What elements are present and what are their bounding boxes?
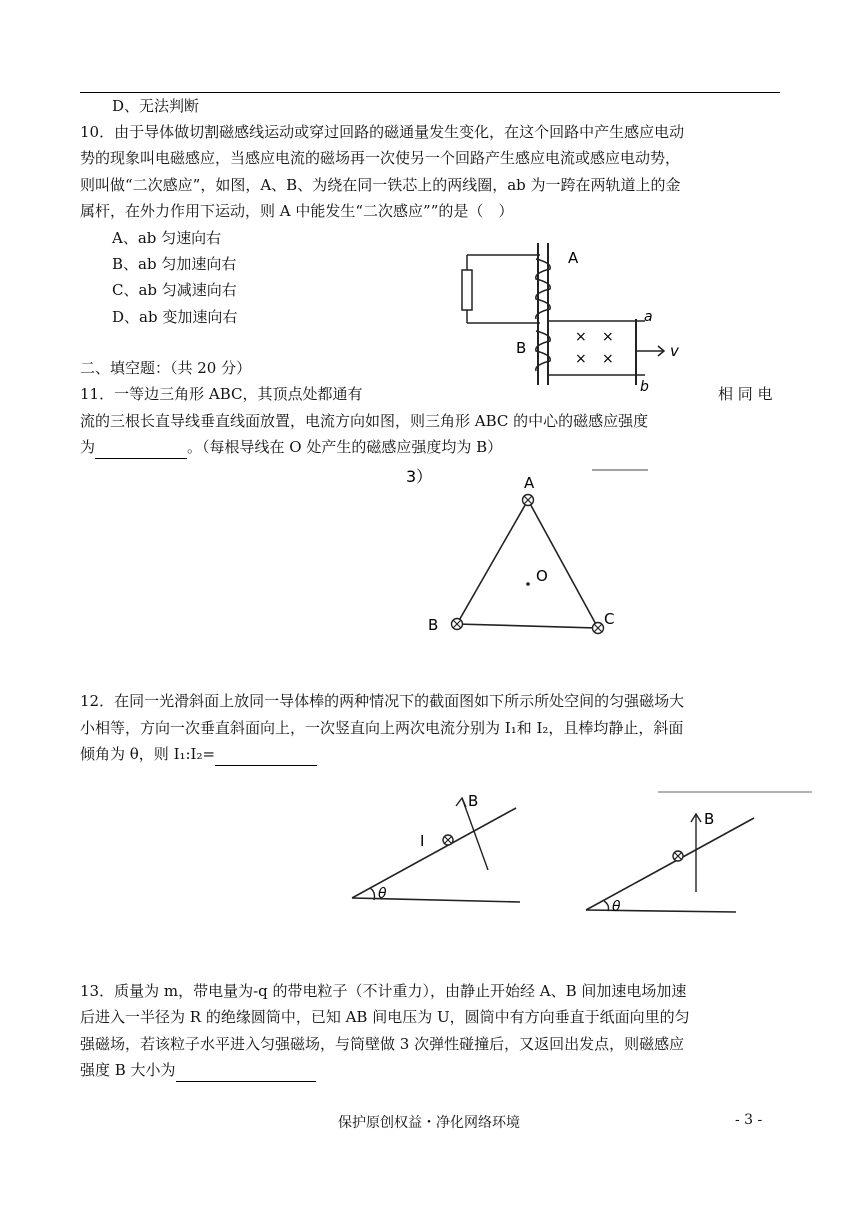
q12-line-3: [80, 743, 317, 766]
q10-label-rod-b: b: [640, 379, 649, 395]
q13-line-1: 13．质量为 m，带电量为-q 的带电粒子（不计重力），由静止开始经 A、B 间加速电场加速: [80, 982, 687, 1000]
q10-label-velocity: v: [670, 342, 679, 360]
q12-line-3-text: 倾角为 θ，则 I₁:I₂=: [80, 745, 216, 763]
q12-label-i: I: [420, 832, 425, 850]
q10-label-a-coil: A: [568, 249, 579, 267]
q10-line-1: 10．由于导体做切割磁感线运动或穿过回路的磁通量发生变化，在这个回路中产生感应电动: [80, 123, 685, 141]
q11-line-3-prefix: 为: [80, 438, 96, 456]
q13-line-4: [80, 1059, 316, 1082]
q13-line-3: 强磁场，若该粒子水平进入匀强磁场，与筒壁做 3 次弹性碰撞后，又返回出发点，则磁感应: [80, 1035, 685, 1053]
q11-line-1b: 相 同 电: [718, 385, 773, 403]
q10-line-2: 势的现象叫电磁感应，当感应电流的磁场再一次使另一个回路产生感应电流或感应电动势，: [80, 149, 681, 167]
q11-label-b: B: [428, 616, 439, 634]
q10-label-b-coil: B: [516, 339, 527, 357]
q11-line-2: 流的三根长直导线垂直线面放置，电流方向如图，则三角形 ABC 的中心的磁感应强度: [80, 412, 649, 430]
q12-label-theta-1: θ: [378, 886, 387, 902]
q11-answer-blank[interactable]: [95, 436, 187, 459]
rod-1-current-icon: [443, 835, 453, 845]
q11-label-a: A: [524, 474, 535, 492]
q12-line-1: 12．在同一光滑斜面上放同一导体棒的两种情况下的截面图如下所示所处空间的匀强磁场大: [80, 692, 685, 710]
q13-answer-blank[interactable]: [176, 1059, 316, 1082]
wire-b-current-icon: [452, 619, 463, 630]
rod-2-current-icon: [673, 851, 683, 861]
q10-cross-mark: ×: [602, 329, 614, 345]
q12-label-b-2: B: [704, 810, 715, 828]
q11-line-3: [80, 436, 502, 459]
section-heading-fill-in: 二、填空题：（共 20 分）: [80, 359, 252, 377]
q12-answer-blank[interactable]: [215, 743, 317, 766]
q10-cross-mark: ×: [602, 351, 614, 367]
wire-a-current-icon: [523, 495, 534, 506]
page-number: - 3 -: [735, 1112, 763, 1128]
q10-option-d: D、ab 变加速向右: [112, 308, 238, 326]
q10-option-c: C、ab 匀减速向右: [112, 281, 237, 299]
q9-option-d: D、无法判断: [112, 97, 200, 115]
q10-label-rod-a: a: [644, 309, 653, 325]
q12-label-b-1: B: [468, 792, 479, 810]
header-rule: [80, 92, 780, 93]
q13-line-4-text: 强度 B 大小为: [80, 1061, 176, 1079]
q13-line-2: 后进入一半径为 R 的绝缘圆筒中，已知 AB 间电压为 U，圆筒中有方向垂直于纸面向里的匀: [80, 1008, 690, 1026]
q10-cross-mark: ×: [575, 351, 587, 367]
q12-incline-figure: [340, 780, 820, 940]
q10-option-b: B、ab 匀加速向右: [112, 255, 237, 273]
q10-cross-mark: ×: [575, 329, 587, 345]
q11-corner-mark: 3）: [406, 467, 433, 486]
q11-label-c: C: [604, 610, 615, 628]
q11-line-1a: 11．一等边三角形 ABC，其顶点处都通有: [80, 385, 363, 403]
wire-c-current-icon: [593, 623, 604, 634]
q11-line-3-suffix: 。（每根导线在 O 处产生的磁感应强度均为 B）: [187, 438, 503, 456]
center-point: [526, 582, 530, 586]
footer-slogan: 保护原创权益・净化网络环境: [338, 1115, 520, 1131]
q12-label-theta-2: θ: [612, 899, 621, 915]
q10-line-4: 属杆，在外力作用下运动，则 A 中能发生“二次感应””的是（ ）: [80, 202, 514, 220]
q10-line-3: 则叫做“二次感应”，如图，A、B、为绕在同一铁芯上的两线圈，ab 为一跨在两轨道上的金: [80, 176, 681, 194]
q11-label-o: O: [536, 567, 548, 585]
q12-line-2: 小相等，方向一次垂直斜面向上，一次竖直向上两次电流分别为 I₁和 I₂，且棒均静止，斜面: [80, 719, 684, 737]
q10-option-a: A、ab 匀速向右: [112, 229, 222, 247]
q10-coil-figure: [440, 235, 690, 395]
q11-triangle-figure: [400, 460, 660, 660]
